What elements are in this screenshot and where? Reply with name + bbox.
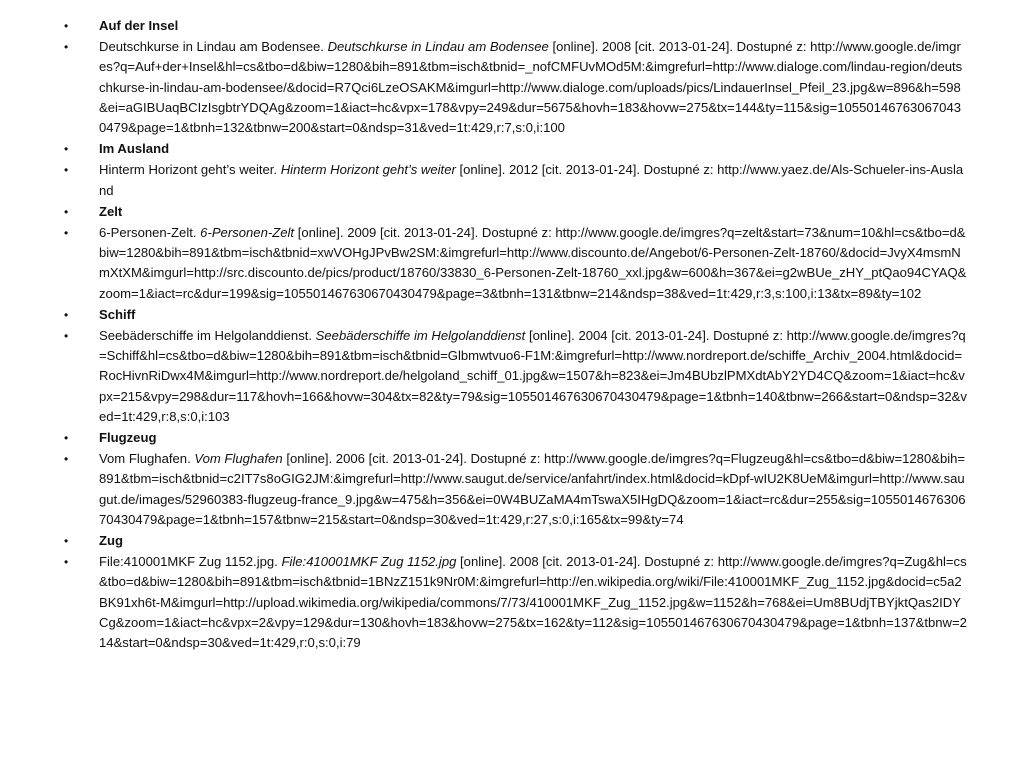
heading-text: Auf der Insel: [99, 18, 179, 33]
reference-source: [online]. 2009 [cit. 2013-01-24]. Dostupné z: http://www.google.de/imgres?q=zelt&start=73&num=10&hl=cs&tbo=d&biw=1280&bih=891&tbm=isch&tbnid=xwVOHgJPvBw2SM:&imgrefurl=http://www.discounto.de/Angebot/6-Personen-Zelt-18760/&docid=JvyX4msmNmXtXM&imgurl=http://src.discounto.de/pics/product/18760/33830_6-Personen-Zelt-18760_xxl.jpg&w=600&h=367&ei=g2wBUe_zHY_ptQao94CYAQ&zoom=1&iact=rc&dur=199&sig=105501467630670430479&page=3&tbnh=131&tbnw=214&ndsp=38&ved=1t:429,r:3,s:100,i:13&tx=89&ty=102: [99, 225, 967, 301]
bullet-icon: •: [64, 534, 69, 549]
bullet-icon: •: [64, 329, 69, 344]
section-heading-flugzeug: [64, 428, 968, 448]
section-heading-schiff: [64, 305, 968, 325]
bullet-icon: •: [64, 431, 69, 446]
reference-prefix: File:410001MKF Zug 1152.jpg.: [99, 554, 278, 570]
reference-title: Vom Flughafen: [194, 451, 283, 467]
reference-prefix: Vom Flughafen.: [99, 451, 191, 467]
reference-prefix: Deutschkurse in Lindau am Bodensee.: [99, 39, 324, 55]
bullet-icon: •: [64, 163, 69, 178]
reference-source: [online]. 2006 [cit. 2013-01-24]. Dostupné z: http://www.google.de/imgres?q=Flugzeug&hl=cs&tbo=d&biw=1280&bih=891&tbm=isch&tbnid=c2IT7s8oGIG2JM:&imgrefurl=http://www.saugut.de/service/anfahrt/index.html&docid=kDpf-wIU2K8UeM&imgurl=http://www.saugut.de/images/52960383-flugzeug-france_9.jpg&w=475&h=356&ei=0W4BUZaMA4mTswaX5IHgDQ&zoom=1&iact=rc&dur=255&sig=105501467630670430479&page=1&tbnh=157&tbnw=215&start=0&ndsp=30&ved=1t:429,r:27,s:0,i:165&tx=99&ty=74: [99, 451, 966, 527]
reference-title: Hinterm Horizont geht’s weiter: [280, 162, 456, 178]
heading-text: Zug: [99, 533, 123, 549]
bullet-icon: •: [64, 555, 69, 570]
bullet-icon: •: [64, 19, 69, 33]
section-heading-insel: [64, 16, 968, 36]
heading-text: Schiff: [99, 306, 136, 322]
reference-source: [online]. 2008 [cit. 2013-01-24]. Dostupné z: http://www.google.de/imgres?q=Zug&hl=cs&tbo=d&biw=1280&bih=891&tbm=isch&tbnid=1BNzZ151k9Nr0M:&imgrefurl=http://en.wikipedia.org/wiki/File:410001MKF_Zug_1152.jpg&docid=c5a2BK91xh6t-M&imgurl=http://upload.wikimedia.org/wikipedia/commons/7/73/410001MKF_Zug_1152.jpg&w=1152&h=768&ei=Um8BUdjTBYjktQas2IDYCg&zoom=1&iact=hc&vpx=2&vpy=129&dur=130&hovh=183&hovw=275&tx=162&ty=112&sig=105501467630670430479&page=1&tbnh=137&tbnw=214&start=0&ndsp=30&ved=1t:429,r:0,s:0,i:79: [99, 554, 967, 651]
heading-text: Zelt: [99, 203, 123, 219]
reference-prefix: Seebäderschiffe im Helgolanddienst.: [99, 328, 313, 344]
heading-text: Im Ausland: [99, 141, 170, 157]
bullet-icon: •: [64, 40, 69, 55]
reference-source: [online]. 2004 [cit. 2013-01-24]. Dostupné z: http://www.google.de/imgres?q=Schiff&hl=cs&tbo=d&biw=1280&bih=891&tbm=isch&tbnid=Glbmwtvuo6-F1M:&imgrefurl=http://www.nordreport.de/schiffe_Archiv_2004.html&docid=RocHivnRiDwx4M&imgurl=http://www.nordreport.de/helgoland_schiff_01.jpg&w=1507&h=823&ei=Jm4BUbzlPMXdtAbY2YD4CQ&zoom=1&iact=hc&vpx=215&vpy=298&dur=117&hovh=166&hovw=304&tx=82&ty=79&sig=105501467630670430479&page=1&tbnh=140&tbnw=266&start=0&ndsp=32&ved=1t:429,r:8,s:0,i:103: [99, 328, 967, 424]
reference-source: [online]. 2012 [cit. 2013-01-24]. Dostupné z: http://www.yaez.de/Als-Schueler-ins-Ausland: [99, 162, 964, 198]
bullet-icon: •: [64, 142, 69, 157]
reference-entry-zelt: [64, 223, 968, 304]
bullet-icon: •: [64, 452, 69, 467]
bullet-icon: •: [64, 226, 69, 241]
bullet-icon: •: [64, 204, 69, 219]
reference-title: 6-Personen-Zelt: [200, 225, 295, 241]
reference-entry-schiff: [64, 326, 968, 427]
reference-entry-flugzeug: [64, 449, 968, 530]
reference-prefix: Hinterm Horizont geht’s weiter.: [99, 162, 278, 178]
reference-title: File:410001MKF Zug 1152.jpg: [281, 554, 457, 570]
reference-title: Seebäderschiffe im Helgolanddienst: [315, 328, 526, 344]
reference-prefix: 6-Personen-Zelt.: [99, 225, 197, 241]
reference-source: [online]. 2008 [cit. 2013-01-24]. Dostupné z: http://www.google.de/imgres?q=Auf+der+Insel&hl=cs&tbo=d&biw=1280&bih=891&tbm=isch&tbnid=_nofCMFUvMOd5M:&imgrefurl=http://www.dialoge.com/lindau-region/deutschkurse-in-lindau-am-bodensee/&docid=R7Qci6LzeOSAKM&imgurl=http://www.dialoge.com/uploads/pics/LindauerInsel_Pfeil_23.jpg&w=896&h=598&ei=aGIBUaqBCIzIsgbtrYDQAg&zoom=1&iact=hc&vpx=178&vpy=249&dur=5675&hovh=183&hovw=275&tx=144&ty=115&sig=105501467630670430479&page=1&tbnh=132&tbnw=200&start=0&ndsp=31&ved=1t:429,r:7,s:0,i:100: [99, 39, 963, 136]
heading-text: Flugzeug: [99, 430, 157, 446]
reference-entry-insel: [64, 37, 968, 138]
reference-title: Deutschkurse in Lindau am Bodensee: [327, 39, 549, 55]
section-heading-ausland: [64, 139, 968, 159]
section-heading-zug: [64, 531, 968, 551]
section-heading-zelt: [64, 202, 968, 222]
reference-entry-ausland: [64, 160, 968, 200]
reference-entry-zug: [64, 552, 968, 653]
bullet-icon: •: [64, 307, 69, 322]
